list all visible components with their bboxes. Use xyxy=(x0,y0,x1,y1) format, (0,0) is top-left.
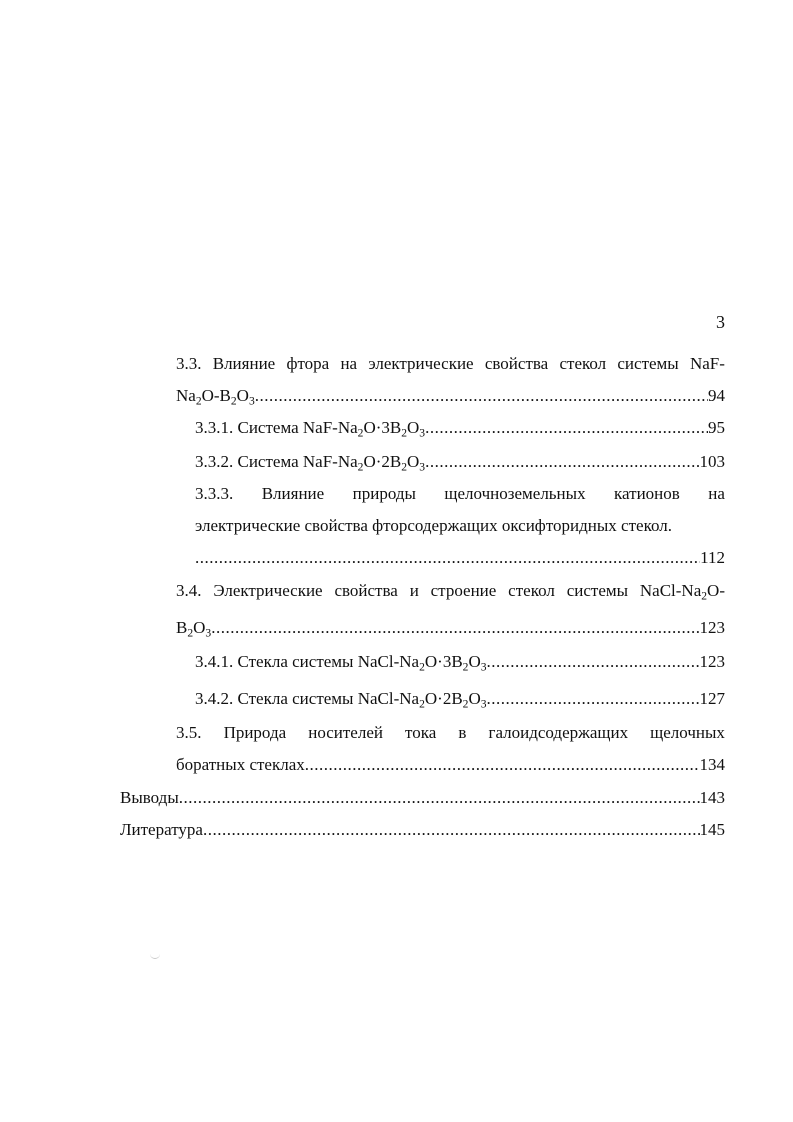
toc-word: галоидсодержащих xyxy=(488,723,629,742)
toc-entry-conclusions xyxy=(120,786,725,810)
toc-page-number: 94 xyxy=(708,386,725,405)
toc-word: электрические xyxy=(368,354,474,373)
toc-word: 3.5. xyxy=(176,723,202,742)
toc-page-number: 95 xyxy=(708,418,725,437)
toc-entry-3-4-2 xyxy=(195,687,725,711)
toc-word: щелочноземельных xyxy=(444,484,586,503)
toc-word: щелочных xyxy=(650,723,725,742)
toc-page-number: 123 xyxy=(699,618,725,637)
toc-word: стекол xyxy=(508,581,555,600)
toc-entry-3-3-line-2 xyxy=(176,384,725,408)
leader-dots xyxy=(195,546,700,570)
toc-word: катионов xyxy=(614,484,680,503)
toc-word: Влияние xyxy=(261,484,325,503)
leader-dots xyxy=(255,384,708,408)
toc-page-number: 143 xyxy=(699,788,725,807)
toc-entry-label: $B_2O_3$ xyxy=(176,618,212,640)
toc-entry-label: 3.4.2. Стекла системы NaCl-$Na_2O\cdot 2B_2O_3$ xyxy=(195,689,487,711)
scan-artifact xyxy=(150,954,160,959)
toc-entry-3-3-1 xyxy=(195,416,725,440)
leader-dots xyxy=(305,753,700,777)
toc-entry-3-4-line-1 xyxy=(176,579,725,603)
leader-dots xyxy=(211,616,699,640)
toc-entry-label: Литература xyxy=(120,820,203,839)
leader-dots xyxy=(179,786,700,810)
toc-entry-3-3-3-line-3 xyxy=(195,546,725,570)
toc-entry-3-3-3-line-1 xyxy=(195,482,725,506)
toc-entry-3-5-line-2 xyxy=(176,753,725,777)
toc-word: природы xyxy=(352,484,416,503)
leader-dots xyxy=(203,818,700,842)
toc-word: стекол xyxy=(559,354,607,373)
toc-page-number: 123 xyxy=(699,652,725,671)
toc-word: строение xyxy=(430,581,497,600)
toc-entry-label: 3.3.1. Система NaF-$Na_2O\cdot 3B_2O_3$ xyxy=(195,418,426,440)
toc-word: фтора xyxy=(286,354,330,373)
toc-word: 3.3. xyxy=(176,354,202,373)
toc-word: носителей xyxy=(308,723,383,742)
leader-dots xyxy=(425,450,699,474)
toc-word: свойства xyxy=(484,354,549,373)
toc-page-number: 127 xyxy=(699,689,725,708)
toc-entry-3-4-1 xyxy=(195,650,725,674)
toc-word: на xyxy=(708,484,725,503)
toc-word: Влияние xyxy=(212,354,276,373)
toc-entry-label: 3.3.2. Система NaF-$Na_2O\cdot 2B_2O_3$ xyxy=(195,452,426,474)
toc-entry-3-4-line-2 xyxy=(176,616,725,640)
toc-word: системы xyxy=(617,354,679,373)
toc-word: на xyxy=(340,354,358,373)
leader-dots xyxy=(487,650,700,674)
toc-word: в xyxy=(458,723,467,742)
toc-entry-3-3-2 xyxy=(195,450,725,474)
toc-formula: NaCl-$Na_2O-$ xyxy=(639,581,725,603)
toc-page-number: 112 xyxy=(700,548,725,567)
leader-dots xyxy=(425,416,708,440)
page-number: 3 xyxy=(716,312,725,332)
toc-entry-label: боратных стеклах xyxy=(176,755,305,774)
toc-entry-text: электрические свойства фторсодержащих оксифторидных стекол. xyxy=(195,516,672,535)
toc-entry-label: 3.4.1. Стекла системы NaCl-$Na_2O\cdot 3B_2O_3$ xyxy=(195,652,487,674)
toc-word: 3.4. xyxy=(176,581,202,600)
leader-dots xyxy=(487,687,700,711)
toc-word: тока xyxy=(405,723,437,742)
toc-word: 3.3.3. xyxy=(195,484,234,503)
toc-page-number: 145 xyxy=(699,820,725,839)
toc-word: и xyxy=(409,581,419,600)
toc-entry-3-3-line-1 xyxy=(176,352,725,376)
toc-word: системы xyxy=(566,581,629,600)
toc-entry-3-3-3-line-2 xyxy=(195,514,725,538)
toc-word: NaF- xyxy=(689,354,725,373)
toc-page-number: 103 xyxy=(699,452,725,471)
toc-entry-label: Выводы xyxy=(120,788,179,807)
toc-page-number: 134 xyxy=(699,755,725,774)
toc-entry-label: $Na_2O-B_2O_3$ xyxy=(176,386,255,408)
toc-entry-3-5-line-1 xyxy=(176,721,725,745)
toc-word: Природа xyxy=(223,723,287,742)
toc-word: свойства xyxy=(334,581,398,600)
toc-entry-references xyxy=(120,818,725,842)
toc-word: Электрические xyxy=(213,581,323,600)
